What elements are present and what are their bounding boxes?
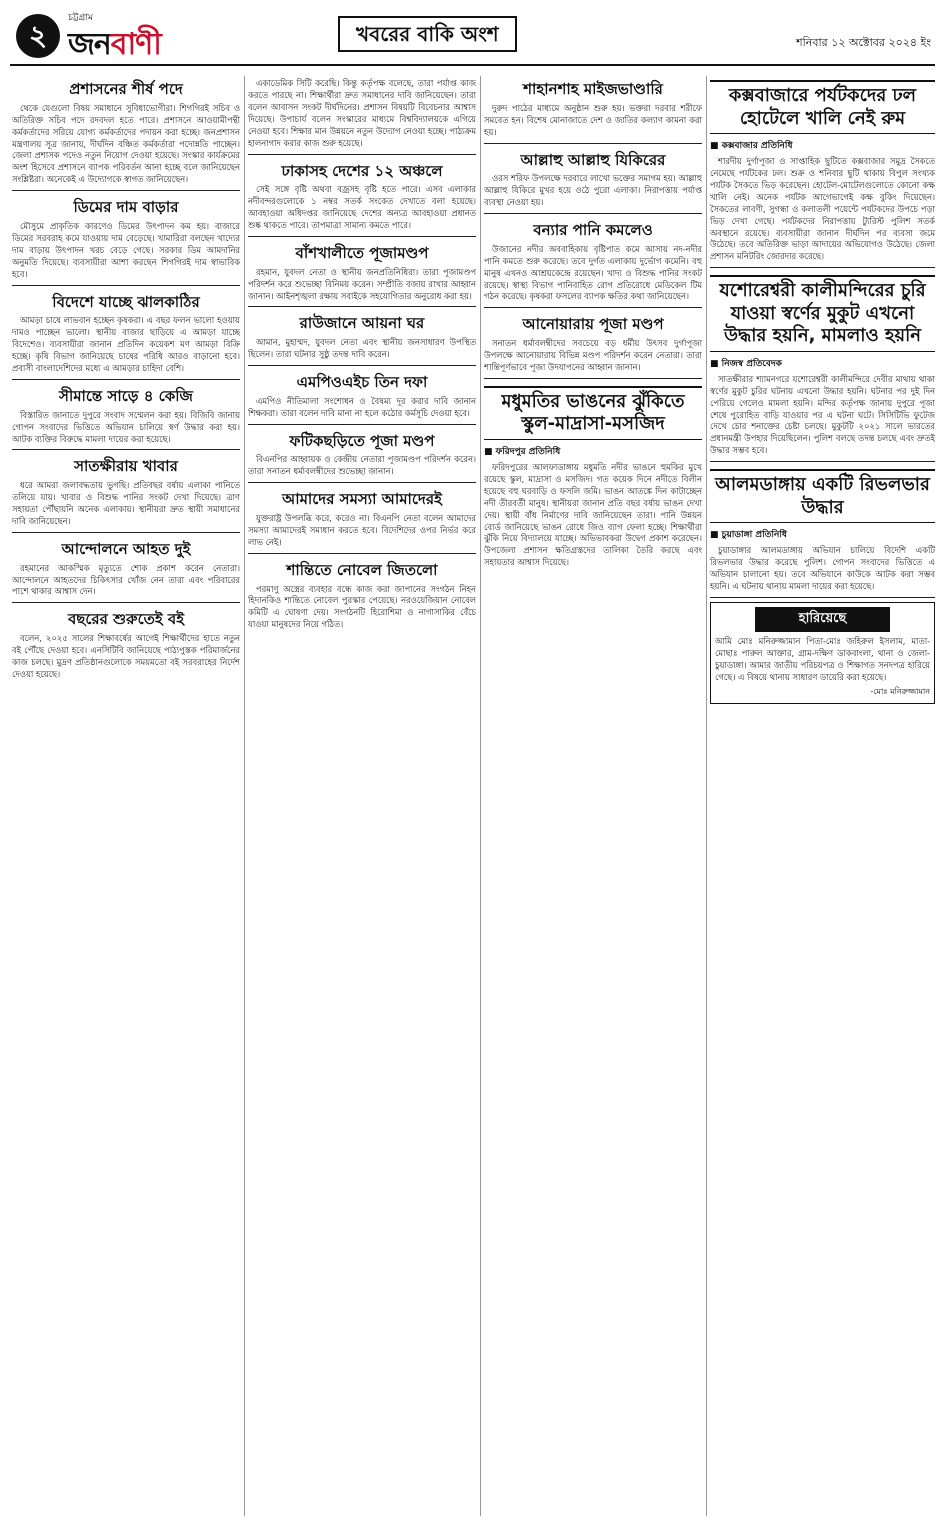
article-headline[interactable]: মধুমতির ভাঙনের ঝুঁকিতে স্কুল-মাদ্রাসা-মসজিদ [484, 386, 702, 440]
article [248, 310, 476, 366]
article-paragraph: উজানের নদীর অববাহিকায় বৃষ্টিপাত কমে আসায় নদ-নদীর পানি কমতে শুরু করেছে। তবে দুর্গত এলাকায় দুর্ভোগ কমেনি। বহু মানুষ এখনও আশ্রয়কেন্দ্রে রয়েছেন। খাদ্য ও বিশুদ্ধ পানির সংকট রয়েছে। স্বাস্থ্য বিভাগ পানিবাহিত রোগ প্রতিরোধে মেডিকেল টিম গঠন করেছে। কৃষকরা ফসলের ব্যাপক ক্ষতির কথা জানিয়েছেন। [484, 243, 702, 302]
article [710, 271, 935, 462]
article-paragraph: রহমানের আকস্মিক মৃত্যুতে শোক প্রকাশ করেন নেতারা। আন্দোলনে আহতদের চিকিৎসার খোঁজ নেন তারা এবং পরিবারের পাশে থাকার আশ্বাস দেন। [12, 562, 240, 597]
article-headline[interactable]: বন্যার পানি কমলেও [533, 221, 653, 240]
article [248, 76, 476, 155]
article-headline[interactable]: আন্দোলনে আহত দুই [61, 539, 191, 558]
article-body [12, 633, 240, 681]
article-body [248, 337, 476, 361]
article [248, 428, 476, 484]
lost-notice-box [710, 602, 935, 704]
article-headline[interactable]: শাহানশাহ মাইজভাণ্ডারি [523, 80, 663, 98]
article [248, 557, 476, 635]
article-headline[interactable]: আলমডাঙ্গায় একটি রিভলভার উদ্ধার [710, 469, 935, 523]
article-paragraph: সনাতন ধর্মাবলম্বীদের সবচেয়ে বড় ধর্মীয় উৎসব দুর্গাপূজা উপলক্ষে আনোয়ারায় বিভিন্ন মণ্ডপ পরিদর্শন করেন নেতারা। তারা শান্তিপূর্ণভাবে পূজা উদযাপনের আহ্বান জানান। [484, 338, 702, 372]
article-body [12, 410, 240, 446]
article-body [12, 563, 240, 599]
article-headline[interactable]: সাতক্ষীরায় খাবার [74, 457, 178, 476]
article-paragraph: পরমাণু অস্ত্রের ব্যবহার বন্ধে কাজ করা জাপানের সংগঠন নিহন হিদানকিও শান্তিতে নোবেল পুরস্কার পেয়েছে। নরওয়েজিয়ান নোবেল কমিটি এ ঘোষণা দেয়। সংগঠনটি হিরোশিমা ও নাগাসাকির বেঁচে যাওয়া মানুষদের নিয়ে গঠিত। [248, 583, 476, 630]
article [484, 147, 702, 215]
article [710, 465, 935, 598]
article-paragraph: বিস্তারিত জানাতে দুপুরে সংবাদ সম্মেলন করা হয়। বিজিবি জানায় গোপন সংবাদের ভিত্তিতে অভিযান চালিয়ে স্বর্ণ উদ্ধার করা হয়। আটক ব্যক্তির বিরুদ্ধে মামলা দায়ের করা হয়েছে। [12, 409, 240, 444]
edition-label: চট্টগ্রাম [68, 13, 93, 23]
article-headline[interactable]: বাঁশখালীতে পূজামণ্ডপ [295, 243, 429, 262]
article-headline[interactable]: রাউজানে আয়না ঘর [299, 314, 425, 333]
article [12, 606, 240, 684]
article-body [710, 545, 935, 593]
article-body [248, 513, 476, 549]
article-body [12, 221, 240, 281]
article-paragraph: রহমান, যুবদল নেতা ও স্থানীয় জনপ্রতিনিধিরা। তারা পূজামণ্ডপ পরিদর্শন করে শুভেচ্ছা বিনিময় করেন। সম্প্রীতি বজায় রাখার আহ্বান জানান। আইনশৃঙ্খলা রক্ষায় সবাইকে সহযোগিতার অনুরোধ করা হয়। [248, 266, 476, 301]
article-paragraph: একাডেমিক সিটি করেছি। কিন্তু কর্তৃপক্ষ বলেছে, তারা পর্যাপ্ত কাজ করতে পারছে না। শিক্ষার্থীরা দ্রুত সমাধানের দাবি জানিয়েছেন। তারা বলেন আবাসন সংকট দীর্ঘদিনের। প্রশাসন বিষয়টি বিবেচনার আশ্বাস দিয়েছে। উপাচার্য বলেন সংস্কারের মাধ্যমে বিশ্ববিদ্যালয়কে এগিয়ে নেওয়া হবে। শিক্ষার মান উন্নয়নে নতুন উদ্যোগ নেওয়া হচ্ছে। পাঠ্যক্রম হালনাগাদ করার কাজ শুরু হয়েছে। [248, 78, 476, 148]
column-divider [480, 76, 481, 1516]
article [484, 382, 702, 573]
article [248, 486, 476, 554]
lost-notice-body: আমি মোঃ মনিরুজ্জামান পিতা-মোঃ জহিরুল ইসলাম, মাতা-মোছাঃ পারুল আক্তার, গ্রাম-দক্ষিণ ডাকবাংলা, থানা ও জেলা-চুয়াডাঙ্গা। আমার জাতীয় পরিচয়পত্র ও শিক্ষাগত সনদপত্র হারিয়ে গেছে। এ বিষয়ে থানায় সাধারণ ডায়েরি করা হয়েছে। [715, 635, 930, 682]
article [12, 453, 240, 532]
article-body [248, 454, 476, 478]
article-paragraph: চুয়াডাঙ্গার আলমডাঙ্গায় অভিযান চালিয়ে বিদেশি একটি রিভলভার উদ্ধার করেছে পুলিশ। গোপন সংবাদের ভিত্তিতে এ অভিযান চালানো হয়। তবে অভিযানে কাউকে আটক করা সম্ভব হয়নি। এ ঘটনায় থানায় মামলা দায়ের করা হয়েছে। [710, 545, 935, 592]
article-body [248, 584, 476, 632]
article-headline[interactable]: সীমান্তে সাড়ে ৪ কেজি [59, 386, 193, 405]
article-body [248, 267, 476, 303]
column-1 [12, 76, 240, 1516]
column-2 [248, 76, 476, 1516]
article-byline: ■ চুয়াডাঙ্গা প্রতিনিধি [710, 530, 787, 541]
article [12, 194, 240, 285]
article-body [484, 103, 702, 139]
article-paragraph: থেকে যেগুলো বিষয় সমাধানে সুবিধাভোগীরা। শিগগিরই সচিব ও অতিরিক্ত সচিব পদে রদবদল হতে পারে। প্রশাসনে আওয়ামীপন্থী কর্মকর্তাদের সরিয়ে যোগ্য কর্মকর্তাদের পদায়ন করা হচ্ছে। জনপ্রশাসন মন্ত্রণালয় সূত্র জানায়, দীর্ঘদিন বঞ্চিত কর্মকর্তারা পদোন্নতি পাচ্ছেন। জেলা প্রশাসক পদেও নতুন নিয়োগ দেওয়া হয়েছে। সংস্কার কার্যক্রমের অংশ হিসেবে প্রশাসনে ব্যাপক পরিবর্তন আনা হচ্ছে বলে জানিয়েছেন সংশ্লিষ্টরা। অনেকেই এ উদ্যোগকে স্বাগত জানিয়েছেন। [12, 102, 240, 185]
article-byline: ■ কক্সবাজার প্রতিনিধি [710, 141, 793, 151]
column-divider [706, 76, 707, 1516]
article-headline[interactable]: ঢাকাসহ দেশের ১২ অঞ্চলে [281, 161, 443, 180]
article-headline[interactable]: শান্তিতে নোবেল জিতলো [286, 560, 438, 579]
page-number: ২ [16, 14, 60, 58]
article [484, 217, 702, 308]
column-4 [710, 76, 935, 1516]
article-headline[interactable]: যশোরেশ্বরী কালীমন্দিরের চুরি যাওয়া স্বর্ণের মুকুট এখনো উদ্ধার হয়নি, মামলাও হয়নি [710, 275, 935, 352]
article-headline[interactable]: প্রশাসনের শীর্ষ পদে [69, 80, 183, 98]
article-paragraph: সাতক্ষীরার শ্যামনগরে যশোরেশ্বরী কালীমন্দিরে দেবীর মাথায় থাকা স্বর্ণের মুকুট চুরির ঘটনায় এখনো উদ্ধার হয়নি। ঘটনার পর দুই দিন পেরিয়ে গেলেও মামলা হয়নি। মন্দির কর্তৃপক্ষ জানায় দুপুরে পূজা শেষে পুরোহিত বাড়ি যাওয়ার পর এ ঘটনা ঘটে। সিসিটিভি ফুটেজ দেখে চোর শনাক্তের চেষ্টা চলছে। মুকুটটি ২০২১ সালে ভারতের প্রধানমন্ত্রী উপহার দিয়েছিলেন। পুলিশ বলছে তদন্ত চলছে এবং দ্রুতই উদ্ধার সম্ভব হবে। [710, 373, 935, 456]
masthead [10, 8, 935, 66]
column-3 [484, 76, 702, 1516]
article [248, 240, 476, 308]
article-body [710, 156, 935, 263]
article-paragraph: যুক্তরাষ্ট্র উপলব্ধি করে, করেও না। বিএনপি নেতা বলেন আমাদের সমস্যা আমাদেরই সমাধান করতে হবে। বিদেশিদের ওপর নির্ভর করে লাভ নেই। [248, 513, 476, 547]
article-body [12, 315, 240, 375]
article-paragraph: ফরিদপুরের আলফাডাঙ্গায় মধুমতি নদীর ভাঙনে হুমকির মুখে রয়েছে স্কুল, মাদ্রাসা ও মসজিদ। গত কয়েক দিনে নদীতে বিলীন হয়েছে বহু ঘরবাড়ি ও ফসলি জমি। ভাঙন আতঙ্কে দিন কাটাচ্ছেন নদী তীরবর্তী মানুষ। স্থানীয়রা জানান প্রতি বছর বর্ষায় ভাঙন দেখা দেয়। স্থায়ী বাঁধ নির্মাণের দাবি জানিয়েছেন তারা। পানি উন্নয়ন বোর্ড জানিয়েছে ভাঙন রোধে জিও ব্যাগ ফেলা হচ্ছে। শিক্ষার্থীরা ঝুঁকি নিয়ে বিদ্যালয়ে যাচ্ছে। অভিভাবকরা উদ্বেগ প্রকাশ করেছেন। উপজেলা প্রশাসন ক্ষতিগ্রস্তদের তালিকা তৈরি করছে এবং সহায়তার আশ্বাস দিয়েছে। [484, 461, 702, 568]
article-body [12, 480, 240, 528]
article [248, 369, 476, 425]
article [248, 158, 476, 237]
article-paragraph: সেই সঙ্গে বৃষ্টি অথবা বজ্রসহ বৃষ্টি হতে পারে। এসব এলাকার নদীবন্দরগুলোকে ১ নম্বর সতর্ক সংকেত দেখাতে বলা হয়েছে। আবহাওয়া অধিদপ্তর জানিয়েছে দেশের অন্যত্র আবহাওয়া প্রধানত শুষ্ক থাকতে পারে। তাপমাত্রা সামান্য কমতে পারে। [248, 184, 476, 231]
article-paragraph: বিএনপির আহ্বায়ক ও কেন্দ্রীয় নেতারা পূজামণ্ডপ পরিদর্শন করেন। তারা সনাতন ধর্মাবলম্বীদের শুভেচ্ছা জানান। [248, 454, 476, 477]
article [484, 76, 702, 144]
article-byline: ■ নিজস্ব প্রতিবেদক [710, 358, 782, 369]
logo-part-1: জন [68, 27, 111, 62]
article-paragraph: আমান, মুহাম্মদ, যুবদল নেতা এবং স্থানীয় জনসাধারণ উপস্থিত ছিলেন। তারা ঘটনার সুষ্ঠু তদন্ত দাবি করেন। [248, 337, 476, 360]
article-body [248, 396, 476, 420]
section-title: খবরের বাকি অংশ [338, 16, 517, 52]
logo-part-2: বাণী [110, 27, 161, 62]
article-headline[interactable]: ফটিকছড়িতে পূজা মণ্ডপ [289, 431, 435, 450]
article-paragraph: দুরুদ পাঠের মাধ্যমে অনুষ্ঠান শুরু হয়। ভক্তরা দরবার শরীফে সমবেত হন। বিশেষ মোনাজাতে দেশ ও জাতির কল্যাণ কামনা করা হয়। [484, 102, 702, 137]
article-paragraph: ওরস শরিফ উপলক্ষে দরবারে লাখো ভক্তের সমাগম হয়। আল্লাহু আল্লাহু যিকিরে মুখর হয়ে ওঠে পুরো এলাকা। নিরাপত্তায় পর্যাপ্ত ব্যবস্থা নেওয়া হয়। [484, 173, 702, 208]
article-paragraph: আমড়া চাষে লাভবান হচ্ছেন কৃষকরা। এ বছর ফলন ভালো হওয়ায় দামও পাচ্ছেন ভালো। স্থানীয় বাজার ছাড়িয়ে এ আমড়া যাচ্ছে বিদেশেও। ব্যবসায়ীরা জানান প্রতিদিন কয়েকশ মণ আমড়া বিক্রি হচ্ছে। কৃষি বিভাগ জানিয়েছে চাষের পরিধি আরও বাড়ানো হবে। প্রবাসী বাংলাদেশিদের মধ্যে এ আমড়ার চাহিদা বেশি। [12, 315, 240, 373]
article-paragraph: শারদীয় দুর্গাপূজা ও সাপ্তাহিক ছুটিতে কক্সবাজার সমুদ্র সৈকতে নেমেছে পর্যটকের ঢল। শুক্র ও শনিবার ছুটি থাকায় বিপুল সংখ্যক পর্যটক সৈকতে ভিড় করেছেন। হোটেল-মোটেলগুলোতে কোনো কক্ষ খালি নেই। অনেক পর্যটক আগেভাগেই কক্ষ বুকিং দিয়েছেন। সৈকতের লাবণী, সুগন্ধা ও কলাতলী পয়েন্টে পর্যটকদের উপচে পড়া ভিড় দেখা গেছে। পর্যটকদের নিরাপত্তায় ট্যুরিস্ট পুলিশ সতর্ক অবস্থানে রয়েছে। ব্যবসায়ীরা জানান দীর্ঘদিন পর ব্যবসা জমে উঠেছে। তবে অতিরিক্ত ভাড়া আদায়ের অভিযোগও উঠেছে। জেলা প্রশাসন মনিটরিং জোরদার করেছে। [710, 156, 935, 262]
article-body [484, 173, 702, 209]
article-headline[interactable]: বছরের শুরুতেই বই [67, 610, 185, 629]
article-body [248, 184, 476, 232]
article-paragraph: মৌসুমে প্রাকৃতিক কারণেও ডিমের উৎপাদন কম হয়। বাজারে ডিমের সরবরাহ কমে যাওয়ায় দাম বেড়েছে। খামারিরা বলছেন খাদ্যের দাম বাড়ায় উৎপাদন খরচ বেড়ে গেছে। সরকার ডিম আমদানির অনুমতি দিয়েছে। ব্যবসায়ীরা আশা করছেন শিগগিরই দাম স্বাভাবিক হবে। [12, 220, 240, 279]
newspaper-logo[interactable] [68, 20, 161, 71]
article-headline[interactable]: বিদেশে যাচ্ছে ঝালকাঠির [52, 292, 200, 311]
article-body [484, 462, 702, 569]
column-divider [244, 76, 245, 1516]
article-headline[interactable]: এমপিওএইচ তিন দফা [296, 373, 428, 392]
article [12, 289, 240, 380]
lost-notice-signature: -মোঃ মনিরুজ্জামান [870, 686, 930, 696]
article [12, 76, 240, 191]
article-headline[interactable]: ডিমের দাম বাড়ার [73, 198, 179, 217]
article-headline[interactable]: আনোয়ারায় পূজা মণ্ডপ [522, 315, 664, 334]
article-body [484, 244, 702, 304]
lost-notice-title: হারিয়েছে [755, 607, 890, 632]
issue-date: শনিবার ১২ অক্টোবর ২০২৪ ইং [796, 36, 931, 49]
article [710, 76, 935, 268]
article-body [484, 338, 702, 374]
article [12, 536, 240, 604]
article-headline[interactable]: কক্সবাজারে পর্যটকদের ঢল হোটেলে খালি নেই রুম [710, 80, 935, 134]
article-paragraph: ধরে আমরা জলাবদ্ধতায় ভুগছি। প্রতিবছর বর্ষায় এলাকা পানিতে তলিয়ে যায়। খাবার ও বিশুদ্ধ পানির সংকট দেখা দিয়েছে। ত্রাণ সহায়তা পৌঁছায়নি অনেক এলাকায়। স্থানীয়রা দ্রুত স্থায়ী সমাধানের দাবি জানিয়েছেন। [12, 480, 240, 526]
article [484, 311, 702, 379]
article-byline: ■ ফরিদপুর প্রতিনিধি [484, 446, 561, 457]
article-body [248, 78, 476, 150]
article-headline[interactable]: আমাদের সমস্যা আমাদেরই [282, 490, 442, 509]
article [12, 383, 240, 451]
article-body [12, 103, 240, 186]
article-body [710, 374, 935, 457]
article-headline[interactable]: আল্লাহু আল্লাহু যিকিরের [520, 150, 666, 169]
article-paragraph: বলেন, ২০২৫ সালের শিক্ষাবর্ষের আগেই শিক্ষার্থীদের হাতে নতুন বই পৌঁছে দেওয়া হবে। এনসিটিবি জানিয়েছে পাঠ্যপুস্তক পরিমার্জনের কাজ চলছে। মুদ্রণ প্রতিষ্ঠানগুলোকে সময়মতো বই সরবরাহের নির্দেশ দেওয়া হয়েছে। [12, 633, 240, 679]
article-paragraph: এমপিও নীতিমালা সংশোধন ও বৈষম্য দূর করার দাবি জানান শিক্ষকরা। তারা বলেন দাবি মানা না হলে কঠোর কর্মসূচি দেওয়া হবে। [248, 395, 476, 418]
